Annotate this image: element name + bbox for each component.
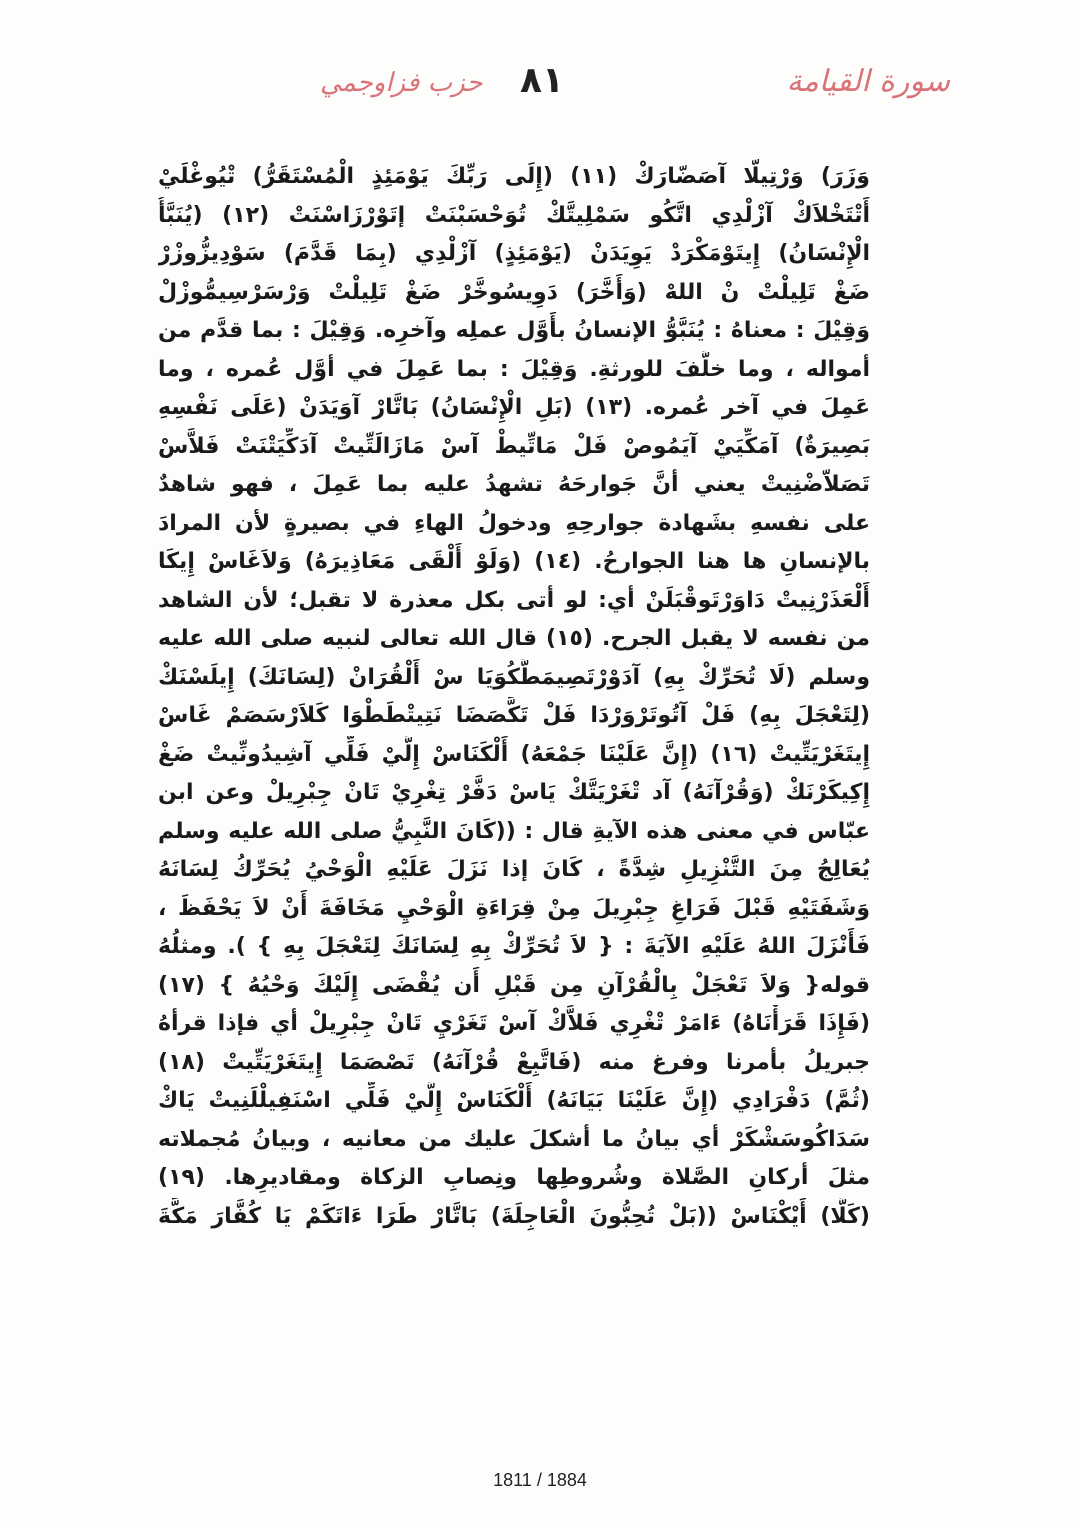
text-line: أَتْتَخْلاَكْ آزْلْدِي اتَّكُو سَمْلِيتَّكْ تُوَحْسَبْنَتْ إتَوْرْزَاسْنَتْ (١٢) (يُنَبَّأُ [158,202,870,228]
page-number: ٨١ [520,60,564,101]
text-line: فَأَنْزَلَ اللهُ عَلَيْهِ الآيَةَ : { لاَ تُحَرِّكْ بِهِ لِسَانَكَ لِتَعْجَلَ بِهِ } ). ومثلُهُ [158,934,870,959]
text-line: إِيتَغَرْيَتِّيتْ (١٦) (إِنَّ عَلَيْنَا جَمْعَهُ) أَلْكَنَاسْ إِلَّيْ فَلِّي آشِيدُونِّيتْ ضَغْ [158,741,870,767]
text-line: ضَغْ تَلِيلْتْ نْ اللهْ (وَأَخَّرَ) دَوِيسُوخَّرْ ضَغْ تَلِيلْتْ وَرْسَرْسِيمُّوزْلْ [158,279,870,305]
text-line: (كَلَّا) أَيْكْنَاسْ ((بَلْ تُحِبُّونَ الْعَاجِلَةَ) بَاتَّارْ طَرَا ءَاتَكَمْ يَا كُفَّارَ مَكَّةَ [158,1203,870,1229]
text-line: الْإِنْسَانُ) إِيتَوْمَكْرَدْ يَوِيَدَنْ (يَوْمَئِذٍ) آزْلْدِي (بِمَا قَدَّمَ) سَوْدِيزُّوزْرْ [158,241,870,266]
text-line: (لِتَعْجَلَ بِهِ) فَلْ آتُوتَرْوَرْدَا فَلْ تَكَّصَضَا نَتِيتْطَطْوَا كَلاَرْسَصَمْ غَاسْ [158,703,870,728]
text-line: أمواله ، وما خلَّفَ للورثةِ. وَقِيْلَ : بما عَمِلَ في أوَّل عُمره ، وما [158,356,870,382]
text-line: وسلم (لَا تُحَرِّكْ بِهِ) آدَوْرْتَصِيمَطَّكُوَيَا سْ أَلْقُرَانْ (لِسَانَكَ) إِيلَسْنَكْ [158,664,870,690]
text-line: تَصَلاّضْنِيتْ يعني أنَّ جَوارحَهُ تشهدُ عليه بما عَمِلَ ، فهو شاهدٌ [158,472,870,497]
text-line: يُعَالِجُ مِنَ التَّنْزِيلِ شِدَّةً ، كَانَ إذا نَزَلَ عَلَيْهِ الْوَحْيُ يُحَرِّكُ لِسَانَهُ [158,857,870,882]
text-line: عَمِلَ في آخر عُمره. (١٣) (بَلِ الْإِنْسَانُ) بَاتَّارْ آوَيَدَنْ (عَلَى نَفْسِهِ [158,395,870,420]
text-line: وَشَفَتَيْهِ قَبْلَ فَرَاغِ جِبْرِيلَ مِنْ قِرَاءَةِ الْوَحْيِ مَخَافَةَ أَنْ لاَ يَحْفَظَ ، [158,895,870,921]
text-line: (ثُمَّ) دَفْرَادِي (إِنَّ عَلَيْنَا بَيَانَهُ) أَلْكَنَاسْ إِلَّيْ فَلِّي اسْنَفِيلْلَنِيتْ يَاكْ [158,1088,870,1113]
text-line: من نفسه لا يقبل الجرح. (١٥) قال الله تعالى لنبيه صلى الله عليه [158,626,870,651]
body-text [158,158,870,1236]
page-counter: 1811 / 1884 [493,1470,587,1490]
text-line: جبريلُ بأمرنا وفرغ منه (فَاتَّبِعْ قُرْآنَهُ) تَصْصَمَا إِيتَغَرْيَتِّيتْ (١٨) [158,1049,870,1075]
text-line: مثلَ أركانِ الصَّلاة وشُروطِها ونِصابِ الزكاة ومقاديرِها. (١٩) [158,1165,870,1190]
page-header [150,58,950,118]
text-line: أَلْعَذَرْنِيتْ دَاوَرْتَوقْبَلَنْ أي: لو أتى بكل معذرة لا تقبل؛ لأن الشاهد [158,587,870,613]
surah-title: سورة القيامة [786,64,950,99]
text-line: وَزَرَ) وَرْتِيلّا آصَضّارَكْ (١١) (إِلَى رَبِّكَ يَوْمَئِذٍ الْمُسْتَقَرُّ) تْيُوغْلَيْ [158,164,870,189]
text-line: قوله{ وَلاَ تَعْجَلْ بِالْقُرْآنِ مِن قَبْلِ أَن يُقْضَى إِلَيْكَ وَحْيُهُ } (١٧) [158,972,870,998]
text-line: بالإنسانِ ها هنا الجوارحُ. (١٤) (وَلَوْ أَلْقَى مَعَاذِيرَهُ) وَلاَغَاسْ إِيكَا [158,549,870,574]
text-line: إِكِيكَرْنَكْ (وَقُرْآنَهُ) آد تْغَرْيَتَّكْ يَاسْ دَفَّرْ تِغْرِيْ تَانْ جِبْرِيلْ وعن ابن [158,780,870,805]
text-line: على نفسهِ بشَهادة جوارحِهِ ودخولُ الهاءِ في بصيرةٍ لأن المرادَ [158,510,870,536]
text-line: سَدَاكُوسَشْكَرْ أي بيانُ ما أشكلَ عليك من معانيه ، وبيانُ مُجملاته [158,1126,870,1152]
text-line: بَصِيرَةٌ) آمَكِّيَيْ آيَمُوصْ فَلْ مَاتِّيطْ آسْ مَازَالَتِّيتْ آدَكِّيَتْنَتْ فَلاَّسْ [158,433,870,459]
text-line: عبّاس في معنى هذه الآيةِ قال : ((كَانَ النَّبِيُّ صلى الله عليه وسلم [158,818,870,844]
text-line: وَقِيْلَ : معناهُ : يُنَبَّوُّ الإنسانُ بأَوَّل عملِه وآخرِه. وَقِيْلَ : بما قدَّم من [158,318,870,343]
text-line: (فَإِذَا قَرَأْنَاهُ) ءَامَرْ تْغْرِي فَلاَّكْ آسْ تَغَرْيِ تَانْ جِبْرِيلْ أي فإذا قرأهُ [158,1011,870,1036]
juz-note: حزب فزاوجمي [320,68,483,98]
